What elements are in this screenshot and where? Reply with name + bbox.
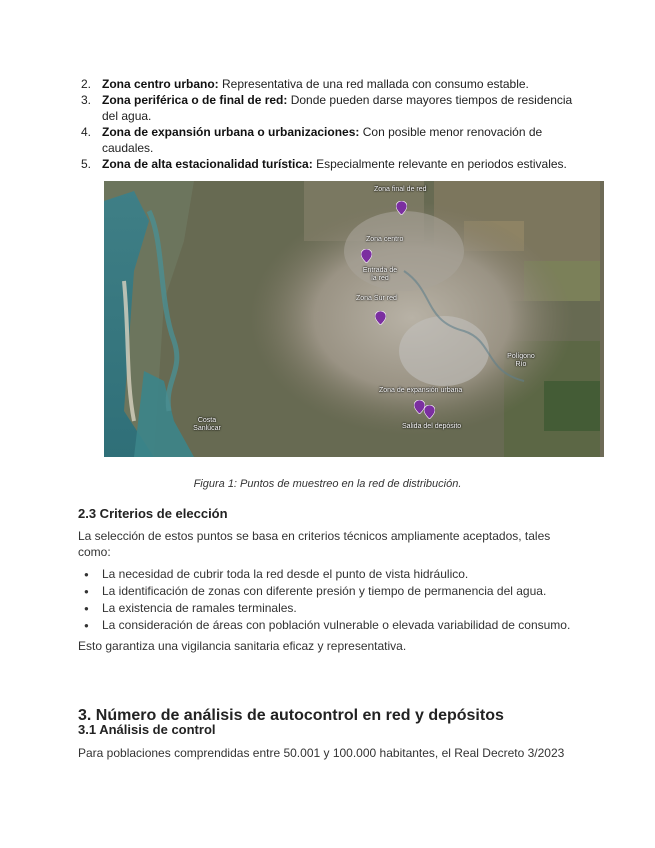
- map-label-entrada: Entrada de la red: [362, 267, 398, 282]
- section-intro-paragraph: La selección de estos puntos se basa en criterios técnicos ampliamente aceptados, tales como:: [78, 529, 551, 559]
- map-pin-icon: [361, 249, 372, 263]
- list-item: ● La identificación de zonas con diferente presión y tiempo de permanencia del agua.: [78, 583, 598, 600]
- map-label-sur: Zona Sur red: [356, 295, 397, 302]
- list-item: 4. Zona de expansión urbana o urbanizaciones: Con posible menor renovación de caudales.: [81, 125, 543, 155]
- zones-list: [78, 76, 578, 172]
- map-label-costa: Costa Sanlúcar: [193, 417, 221, 432]
- section-3-1-paragraph: Para poblaciones comprendidas entre 50.001 y 100.000 habitantes, el Real Decreto 3/2023: [78, 746, 565, 760]
- satellite-map-image: [104, 181, 604, 457]
- conclusion-paragraph: Esto garantiza una vigilancia sanitaria eficaz y representativa.: [78, 639, 407, 653]
- map-label-centro: Zona centro: [366, 236, 404, 243]
- list-item: ● La consideración de áreas con población vulnerable o elevada variabilidad de consumo.: [78, 617, 598, 634]
- map-label-final-red: Zona final de red: [374, 186, 427, 193]
- criteria-list: [78, 566, 598, 634]
- map-pin-icon: [396, 201, 407, 215]
- map-label-deposito: Salida del depósito: [402, 423, 462, 430]
- section-heading-3-1: 3.1 Análisis de control: [78, 722, 216, 737]
- map-pin-icon: [424, 405, 435, 419]
- section-heading-3: 3. Número de análisis de autocontrol en red y depósitos: [78, 707, 504, 725]
- figure-caption: Figura 1: Puntos de muestreo en la red de distribución.: [193, 478, 462, 490]
- map-label-expansion: Zona de expansión urbana: [379, 387, 463, 394]
- list-item: ● La necesidad de cubrir toda la red desde el punto de vista hidráulico.: [78, 566, 598, 583]
- list-item: 3. Zona periférica o de final de red: Donde pueden darse mayores tiempos de residencia del agua.: [81, 93, 573, 123]
- list-item: 2. Zona centro urbano: Representativa de una red mallada con consumo estable.: [81, 77, 529, 91]
- list-item: ● La existencia de ramales terminales.: [78, 600, 598, 617]
- list-item: 5. Zona de alta estacionalidad turística: Especialmente relevante en periodos estivales.: [81, 157, 567, 171]
- section-heading-2-3: 2.3 Criterios de elección: [78, 506, 228, 521]
- satellite-map-figure: [104, 181, 604, 457]
- map-pin-icon: [375, 311, 386, 325]
- map-label-poligono: Polígono Río: [507, 353, 535, 368]
